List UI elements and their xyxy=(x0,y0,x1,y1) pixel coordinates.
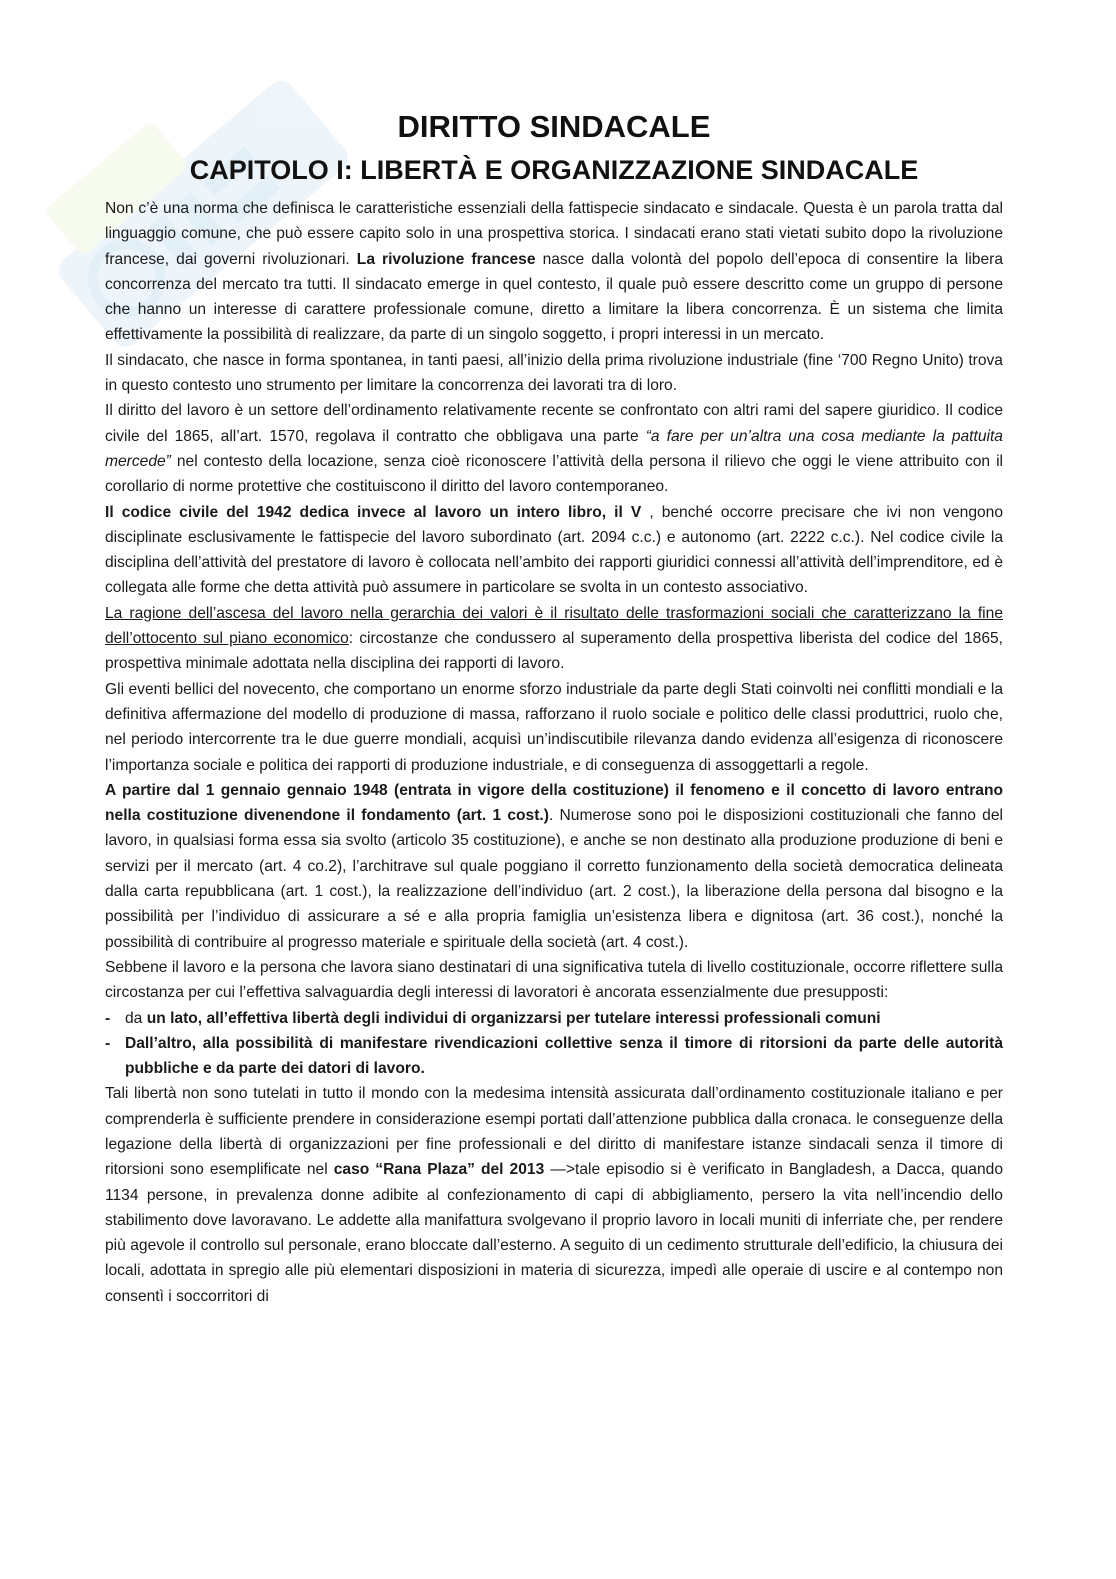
paragraph xyxy=(105,500,1003,601)
bold-phrase: A partire dal 1 gennaio gennaio 1948 (entrata in vigore della costituzione) il fenomeno e il concetto di lavoro entrano nella costituzione divenendone il fondamento (art. 1 cost.) xyxy=(105,781,1003,825)
quoted-text: “a fare per un’altra una cosa mediante la pattuita mercede” xyxy=(105,427,1003,470)
document-body xyxy=(105,104,1003,1309)
paragraph: Il sindacato, che nasce in forma spontanea, in tanti paesi, all’inizio della prima rivoluzione industriale (fine ‘700 Regno Unito) trova in questo contesto uno strumento per limitare la concorrenza dei lavorati tra di loro. xyxy=(105,351,1003,395)
chapter-title: CAPITOLO I: LIBERTÀ E ORGANIZZAZIONE SINDACALE xyxy=(189,155,919,185)
paragraph-text: nel contesto della locazione, senza cioè riconoscere l’attività della persona il rilievo che oggi le viene attribuito con il corollario di norme protettive che costituiscono il diritto del lavoro contemporaneo. xyxy=(105,452,1003,496)
paragraph-text: nasce dalla volontà del popolo dell’epoca di consentire la libera concorrenza del mercato tra tutti. Il sindacato emerge in quel contesto, il quale può essere descritto come un gruppo di persone che hanno un interesse di carattere professionale comune, diretto a limitare la libera concorrenza. È un sistema che limita effettivamente la possibilità di realizzare, da parte di un singolo soggetto, i propri interessi in un mercato. xyxy=(105,250,1004,344)
paragraph-text: , benché occorre precisare che ivi non vengono disciplinate esclusivamente le fattispecie del lavoro subordinato (art. 2094 c.c.) e autonomo (art. 2222 c.c.). Nel codice civile la disciplina dell’attività del prestatore di lavoro è collocata nell’ambito dei rapporti giuridici connessi all’attività dell’imprenditore, ed è collegata alle forme che detta attività può assumere in particolare se svolta in un contesto associativo. xyxy=(105,503,1004,597)
paragraph-text: . Numerose sono poi le disposizioni costituzionali che fanno del lavoro, in qualsiasi forma essa sia svolto (articolo 35 costituzione), e anche se non destinato alla produzione produzione di beni e servizi per il mercato (art. 4 co.2), l’architrave sul quale poggiano il corretto funzionamento della società democratica delineata dalla carta repubblicana (art. 1 cost.), la realizzazione dell’individuo (art. 2 cost.), la liberazione della persona dal bisogno e la possibilità per l’individuo di assicurare a sé e alla propria famiglia un’esistenza libera e dignitosa (art. 36 cost.), nonché la possibilità di contribuire al progresso materiale e spirituale della società (art. 4 cost.). xyxy=(105,807,1003,951)
paragraph-text: Non c’è una norma che definisca le caratteristiche essenziali della fattispecie sindacato e sindacale. Questa è un parola tratta dal linguaggio comune, che può essere capito solo in una prospettiva storica. I sindacati erano stati vietati subito dopo la rivoluzione francese, dai governi rivoluzionari. xyxy=(105,200,1003,268)
bullet-list xyxy=(105,1006,1003,1082)
list-item xyxy=(105,1006,1003,1031)
paragraph: Sebbene il lavoro e la persona che lavora siano destinatari di una significativa tutela di livello costituzionale, occorre riflettere sulla circostanza per cui l’effettiva salvaguardia degli interessi di lavoratori è ancorata essenzialmente due presupposti: xyxy=(105,958,1003,1002)
list-item xyxy=(105,1031,1003,1082)
bold-phrase: un lato, all’effettiva libertà degli individui di organizzarsi per tutelare interessi professionali comuni xyxy=(146,1009,881,1027)
paragraph-text: Tali libertà non sono tutelati in tutto il mondo con la medesima intensità assicurata dall’ordinamento costituzionale italiano e per comprenderla è sufficiente prendere in considerazione esempi portati dall’attenzione pubblica dalla cronaca. le conseguenze della legazione della libertà di organizzazioni per fine professionali e del diritto di manifestare istanze sindacali senza il timore di ritorsioni sono esemplificate nel xyxy=(105,1085,1003,1179)
paragraph-text: —>tale episodio si è verificato in Bangladesh, a Dacca, quando 1134 persone, in prevalenza donne adibite al confezionamento di capi di abbigliamento, persero la vita nell’incendio dello stabilimento dove lavoravano. Le addette alla manifattura svolgevano il proprio lavoro in locali muniti di inferriate che, per rendere più agevole il controllo sul personale, erano bloccate dall’esterno. A seguito di un cedimento strutturale dell’edificio, la chiusura dei locali, adottata in spregio alle più elementari disposizioni in materia di sicurezza, impedì alle operaie di uscire e al contempo non consentì i soccorritori di xyxy=(105,1161,1003,1305)
bold-phrase: caso “Rana Plaza” del 2013 xyxy=(333,1161,545,1179)
dash-bullet: - xyxy=(105,1034,111,1052)
paragraph xyxy=(105,196,1003,348)
paragraph xyxy=(105,601,1003,677)
paragraph-text: da xyxy=(125,1009,147,1027)
paragraph-text: : circostanze che condussero al superamento della prospettiva liberista del codice del 1865, prospettiva minimale adottata nella disciplina dei rapporti di lavoro. xyxy=(105,630,1003,673)
bold-phrase: La rivoluzione francese xyxy=(356,250,536,268)
paragraph xyxy=(105,398,1003,499)
paragraph xyxy=(105,778,1003,955)
bold-phrase: Dall’altro, alla possibilità di manifestare rivendicazioni collettive senza il timore di ritorsioni da parte delle autorità pubbliche e da parte dei datori di lavoro. xyxy=(125,1034,1003,1078)
dash-bullet: - xyxy=(105,1009,111,1027)
paragraph xyxy=(105,1081,1003,1309)
paragraph: Gli eventi bellici del novecento, che comportano un enorme sforzo industriale da parte degli Stati coinvolti nei conflitti mondiali e la definitiva affermazione del modello di produzione di massa, rafforzano il ruolo sociale e politico delle classi produttrici, ruolo che, nel periodo intercorrente tra le due guerre mondiali, acquisì un’indiscutibile rilevanza dando evidenza all’esigenza di riconoscere l’importanza sociale e politica dei rapporti di produzione industriale, e di conseguenza di assoggettarli a regole. xyxy=(105,680,1003,774)
bold-phrase: Il codice civile del 1942 dedica invece al lavoro un intero libro, il V xyxy=(105,503,642,521)
paragraph-text: Il diritto del lavoro è un settore dell’ordinamento relativamente recente se confrontato con altri rami del sapere giuridico. Il codice civile del 1865, all’art. 1570, regolava il contratto che obbligava una parte xyxy=(105,402,1003,445)
underlined-phrase: La ragione dell’ascesa del lavoro nella gerarchia dei valori è il risultato delle trasformazioni sociali che caratterizzano la fine dell’ottocento sul piano economico xyxy=(105,604,1003,648)
document-title: DIRITTO SINDACALE xyxy=(397,109,711,144)
